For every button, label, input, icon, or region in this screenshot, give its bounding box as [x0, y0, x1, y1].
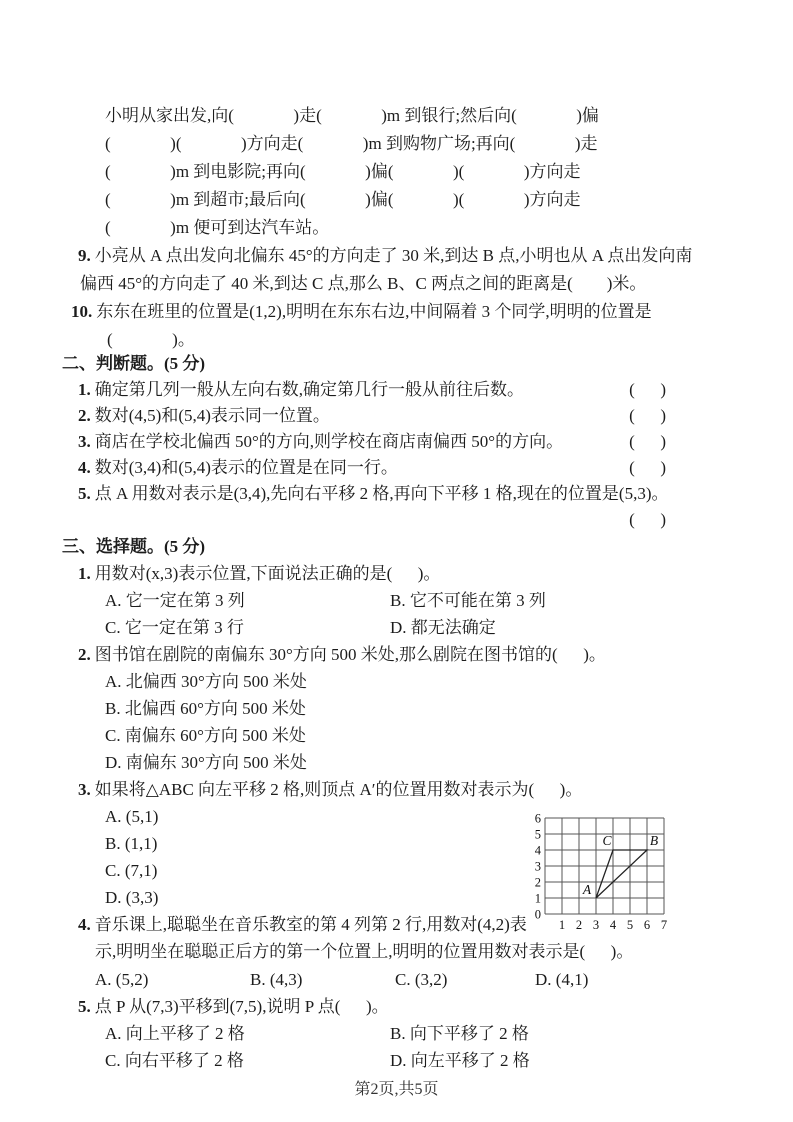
fill-blank-line: ( )m 便可到达汽车站。 [105, 218, 330, 237]
option-d: D. 向左平移了 2 格 [390, 1051, 530, 1070]
judgement-text: 商店在学校北偏西 50°的方向,则学校在商店南偏西 50°的方向。 [94, 432, 564, 451]
option-b: B. (1,1) [105, 834, 158, 853]
judgement-item-1 [78, 377, 735, 403]
question-number: 3. [78, 780, 91, 799]
answer-blank: ( ) [629, 380, 666, 399]
svg-text:5: 5 [534, 827, 541, 842]
svg-text:6: 6 [643, 918, 651, 932]
question-number: 3. [78, 432, 91, 451]
option-b: B. (4,3) [250, 970, 303, 989]
answer-blank-row [95, 507, 735, 533]
answer-blank: ( ) [629, 458, 666, 477]
coordinate-grid-figure [528, 802, 680, 940]
question-number: 4. [78, 458, 91, 477]
question-number: 5. [78, 997, 91, 1016]
judgement-text: 数对(3,4)和(5,4)表示的位置是在同一行。 [94, 458, 398, 477]
svg-text:2: 2 [575, 918, 583, 932]
judgement-item-5 [78, 481, 735, 507]
option-c: C. (7,1) [105, 861, 158, 880]
option-c: C. (3,2) [395, 970, 448, 989]
option-a: A. (5,2) [95, 970, 149, 989]
option-d: D. 都无法确定 [390, 618, 496, 637]
question-8-continuation [95, 102, 735, 242]
judgement-text: 确定第几列一般从左向右数,确定第几行一般从前往后数。 [94, 380, 524, 399]
grid-chart [528, 802, 680, 940]
question-text: 小亮从 A 点出发向北偏东 45°的方向走了 30 米,到达 B 点,小明也从 A 点出发向南 [94, 246, 693, 265]
option-a: A. 北偏西 30°方向 500 米处 [105, 672, 307, 691]
svg-text:2: 2 [534, 875, 541, 890]
option-b: B. 向下平移了 2 格 [390, 1024, 529, 1043]
option-row [105, 587, 735, 614]
judgement-item-4 [78, 455, 735, 481]
question-number: 10. [71, 302, 93, 321]
judgement-text: 数对(4,5)和(5,4)表示同一位置。 [94, 406, 330, 425]
question-number: 9. [78, 246, 91, 265]
option-a: A. 它一定在第 3 列 [105, 591, 245, 610]
option-d: D. (4,1) [535, 970, 589, 989]
question-10 [71, 298, 735, 354]
answer-blank: ( ) [629, 406, 666, 425]
svg-text:A: A [582, 882, 592, 897]
option-a: A. (5,1) [105, 807, 159, 826]
fill-blank-line: ( )m 到超市;最后向( )偏( )( )方向走 [105, 190, 581, 209]
section-2-header: 二、判断题。(5 分) [62, 354, 206, 373]
svg-text:1: 1 [558, 918, 566, 932]
option-d: D. (3,3) [105, 888, 159, 907]
option-row [105, 614, 735, 641]
question-text: 如果将△ABC 向左平移 2 格,则顶点 A′的位置用数对表示为( )。 [94, 780, 583, 799]
fill-blank-line: ( )m 到电影院;再向( )偏( )( )方向走 [105, 162, 581, 181]
judgement-section [78, 377, 735, 533]
answer-blank: ( ) [629, 510, 666, 529]
svg-text:6: 6 [534, 811, 541, 826]
choice-question-1 [78, 560, 735, 641]
option-row [105, 1020, 735, 1047]
fill-blank-line: 小明从家出发,向( )走( )m 到银行;然后向( )偏 [105, 106, 599, 125]
question-number: 1. [78, 380, 91, 399]
svg-text:1: 1 [534, 891, 541, 906]
option-c: C. 它一定在第 3 行 [105, 618, 244, 637]
question-text-continuation: 偏西 45°的方向走了 40 米,到达 C 点,那么 B、C 两点之间的距离是( )米。 [80, 274, 647, 293]
question-text: 东东在班里的位置是(1,2),明明在东东右边,中间隔着 3 个同学,明明的位置是 [96, 302, 652, 321]
svg-text:3: 3 [592, 918, 600, 932]
svg-text:4: 4 [534, 843, 541, 858]
question-number: 5. [78, 484, 91, 503]
answer-blank: ( )。 [107, 330, 195, 349]
question-number: 2. [78, 645, 91, 664]
choice-question-5 [78, 993, 735, 1074]
question-text-continuation: 示,明明坐在聪聪正后方的第一个位置上,明明的位置用数对表示是( )。 [95, 942, 634, 961]
question-number: 1. [78, 564, 91, 583]
question-number: 2. [78, 406, 91, 425]
question-number: 4. [78, 915, 91, 934]
option-a: A. 向上平移了 2 格 [105, 1024, 245, 1043]
option-row [105, 1047, 735, 1074]
option-d: D. 南偏东 30°方向 500 米处 [105, 753, 307, 772]
answer-blank: ( ) [629, 432, 666, 451]
question-text: 音乐课上,聪聪坐在音乐教室的第 4 列第 2 行,用数对(4,2)表 [94, 915, 527, 934]
question-text: 用数对(x,3)表示位置,下面说法正确的是( )。 [94, 564, 441, 583]
page-footer: 第2页,共5页 [354, 1081, 439, 1098]
svg-text:5: 5 [626, 918, 634, 932]
fill-blank-line: ( )( )方向走( )m 到购物广场;再向( )走 [105, 134, 598, 153]
svg-text:3: 3 [534, 859, 541, 874]
judgement-item-3 [78, 429, 735, 455]
svg-text:7: 7 [660, 918, 668, 932]
judgement-item-2 [78, 403, 735, 429]
svg-text:4: 4 [609, 918, 617, 932]
question-text: 点 P 从(7,3)平移到(7,5),说明 P 点( )。 [94, 997, 389, 1016]
svg-text:C: C [602, 833, 612, 848]
svg-text:0: 0 [534, 907, 541, 922]
question-9 [78, 242, 735, 298]
option-b: B. 北偏西 60°方向 500 米处 [105, 699, 306, 718]
choice-question-2 [78, 641, 735, 776]
option-row [95, 966, 735, 993]
judgement-text: 点 A 用数对表示是(3,4),先向右平移 2 格,再向下平移 1 格,现在的位置是(5,3)。 [94, 484, 669, 503]
option-b: B. 它不可能在第 3 列 [390, 591, 546, 610]
svg-text:B: B [649, 833, 659, 848]
option-c: C. 南偏东 60°方向 500 米处 [105, 726, 306, 745]
question-text: 图书馆在剧院的南偏东 30°方向 500 米处,那么剧院在图书馆的( )。 [94, 645, 606, 664]
option-c: C. 向右平移了 2 格 [105, 1051, 244, 1070]
section-3-header: 三、选择题。(5 分) [62, 537, 206, 556]
